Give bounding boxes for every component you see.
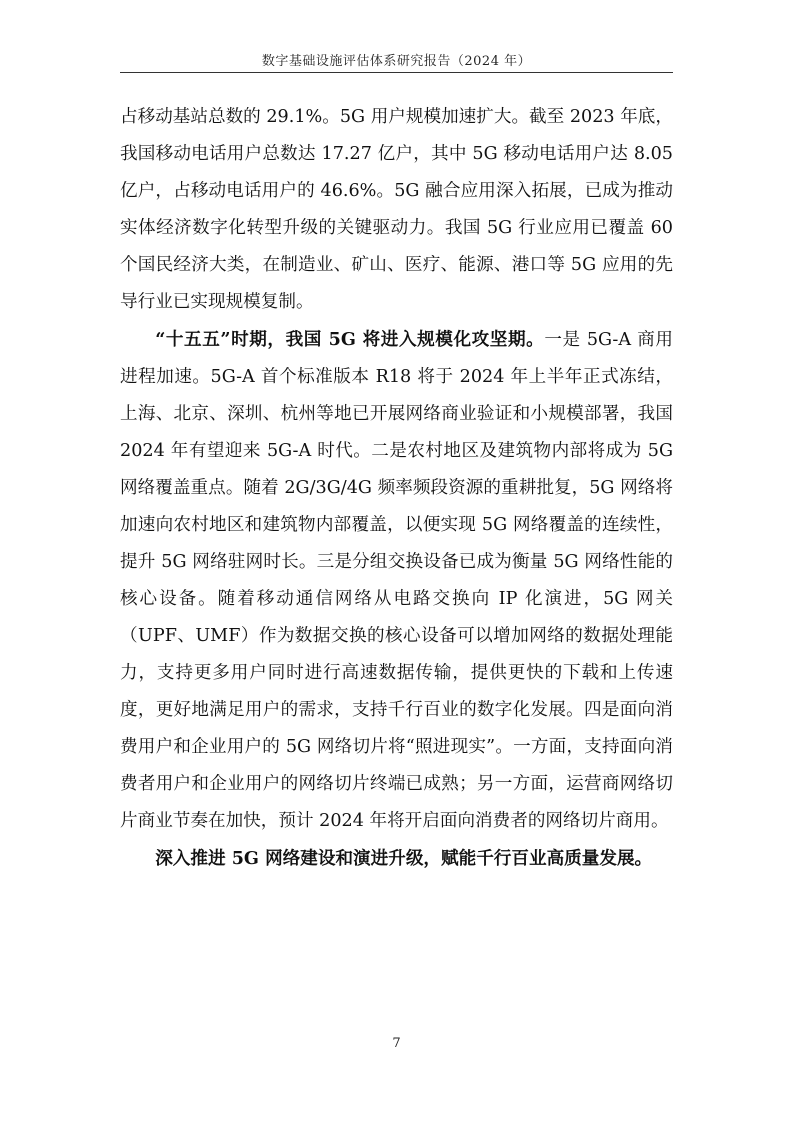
header-divider — [120, 72, 673, 73]
paragraph-body: 一是 5G-A 商用进程加速。5G-A 首个标准版本 R18 将于 2024 年上半年正式冻结，上海、北京、深圳、杭州等地已开展网络商业验证和小规模部署，我国 2024 年有望迎来 5G-A 时代。二是农村地区及建筑物内部将成为 5G 网络覆盖重点。随着 2G/3G/4G 频率频段资源的重耕批复，5G 网络将加速向农村地区和建筑物内部覆盖，以便实现 5G 网络覆盖的连续性，提升 5G 网络驻网时长。三是分组交换设备已成为衡量 5G 网络性能的核心设备。随着移动通信网络从电路交换向 IP 化演进，5G 网关（UPF、UMF）作为数据交换的核心设备可以增加网络的数据处理能力，支持更多用户同时进行高速数据传输，提供更快的下载和上传速度，更好地满足用户的需求，支持千行百业的数字化发展。四是面向消费用户和企业用户的 5G 网络切片将“照进现实”。一方面，支持面向消费者用户和企业用户的网络切片终端已成熟；另一方面，运营商网络切片商业节奏在加快，预计 2024 年将开启面向消费者的网络切片商用。 — [120, 330, 673, 831]
running-header: 数字基础设施评估体系研究报告（2024 年） — [261, 54, 532, 69]
page-number: 7 — [392, 1036, 401, 1051]
paragraph-15th-five-year-plan — [120, 321, 673, 840]
paragraph-5g-users: 占移动基站总数的 29.1%。5G 用户规模加速扩大。截至 2023 年底，我国移动电话用户总数达 17.27 亿户，其中 5G 移动电话用户达 8.05 亿户，占移动电话用户的 46.6%。5G 融合应用深入拓展，已成为推动实体经济数字化转型升级的关键驱动力。我国 5G 行业应用已覆盖 60 个国民经济大类，在制造业、矿山、医疗、能源、港口等 5G 应用的先导行业已实现规模复制。 — [120, 107, 673, 312]
paragraph-lead-sentence: “十五五”时期，我国 5G 将进入规模化攻坚期。 — [155, 329, 545, 350]
main-content — [120, 99, 673, 877]
paragraph-conclusion-heading: 深入推进 5G 网络建设和演进升级，赋能千行百业高质量发展。 — [155, 848, 653, 869]
